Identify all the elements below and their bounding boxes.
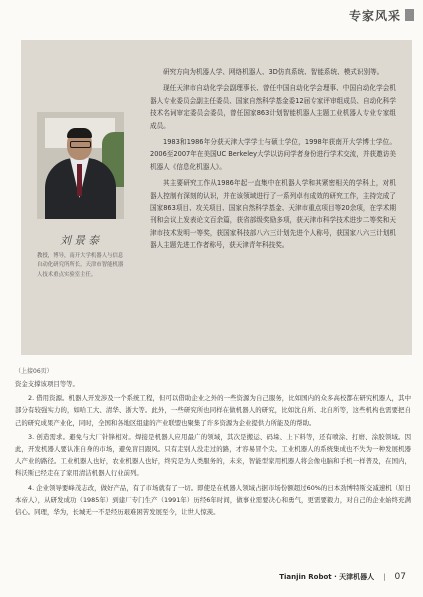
photo-hair — [67, 128, 92, 138]
magazine-name: Tianjin Robot · 天津机器人 — [279, 573, 375, 581]
body-paragraph: 2. 借用资源。机器人开发涉及一个系统工程，但可以借助企业之外的一些资源为自己服务，比如国内的众多高校都在研究机器人，其中部分有较强实力的，如哈工大、清华、浙大等。此外，一些研究所也同样在做机器人的研究，比如沈自所、北自所等，这些机构也需要把自己的研究成果产业化，同时，全国和各地区组建的产业联盟也聚集了许多资源为企业提供力所能及的帮助。 — [15, 394, 411, 427]
bio-paragraph: 现任天津市自动化学会副理事长、曾任中国自动化学会理事、中国自动化学会机器人专业委员会副主任委员、国家自然科学基金委12届专家评审组成员、自动化科学技术名词审定委员会委员，曾任国家863计划智能机器人主题工业机器人专业专家组成员。 — [150, 84, 396, 130]
photo-glasses — [70, 141, 91, 148]
bio-paragraph: 其主要研究工作从1986年起一直集中在机器人学和其紧密相关的学科上，对机器人控制有深刻的认识，并在该领域进行了一系列卓有成效的研究工作，主持完成了国家863项目、攻关项目、国家自然科学基金、天津市重点项目等20余项，在学术期刊和会议上发表论文百余篇，获省部级奖励多项，获天津市科学技术进步二等奖和天津市技术发明一等奖，获国家科技部八六三计划先进个人称号，获国家八六三计划机器人主题先进工作者称号，获天津青年科技奖。 — [150, 179, 396, 250]
page-footer — [279, 572, 406, 582]
footer-separator: | — [383, 573, 386, 581]
body-paragraph: 资金支撑该项目等等。 — [15, 380, 79, 388]
signature: 刘景泰 — [60, 234, 102, 247]
body-paragraph: 3. 创造需求。避免与大厂针锋相对。焊接是机器人应用最广的领域，其次是搬运、码垛、上下料等，还有喷涂、打磨、涂胶领域。因此，开发机器人要认准自身的市场，避免盲目跟风。只有走别人没走过的路，才容易冒个尖。工业机器人的系统集成也不失为一种发展机器人产业的路径。工业机器人也好，农业机器人也好，终究是为人类服务的，未来，智能型家用机器人将会像电脑和手机一样普及，在国内，科沃斯已经走在了家用清洁机器人行业前列。 — [15, 432, 411, 478]
body-paragraph: 4. 企业领导要峰茂志改，做好产品，有了市场就有了一切。即使是在机器人领域占据市场份额超过60%的日本劲博特斯交减速机（原日本帝人），从研发成功（1985年）到建厂专门生产（1991年）历经6年时间，做事业需要决心和勇气，更需要毅力，对自己的企业始终充满信心。同理，华为，长城无一不是经历艰难困苦发展至今，让世人惊羡。 — [15, 483, 411, 517]
header-accent-bar — [405, 9, 414, 21]
portrait-photo — [37, 112, 124, 219]
bio-paragraph: 1983和1986年分获天津大学学士与硕士学位，1998年获南开大学博士学位。2006至2007年在美国UC Berkeley大学以访问学者身份进行学术交流，并获邀访美机器人《信息化机器人》。 — [150, 138, 396, 171]
continued-from-label: （上接06页） — [15, 368, 53, 375]
article-body — [15, 378, 411, 520]
bio-text — [150, 66, 396, 256]
bio-paragraph: 研究方向为机器人学、网络机器人、3D仿真系统、智能系统、模式识别等。 — [163, 68, 384, 76]
page-number: 07 — [394, 572, 406, 582]
section-title: 专家风采 — [348, 9, 401, 23]
photo-tie — [77, 164, 82, 196]
profile-caption: 教授，博导，南开大学机器人与信息自动化研究所所长，天津市智能机器人技术重点实验室主任。 — [37, 253, 124, 278]
